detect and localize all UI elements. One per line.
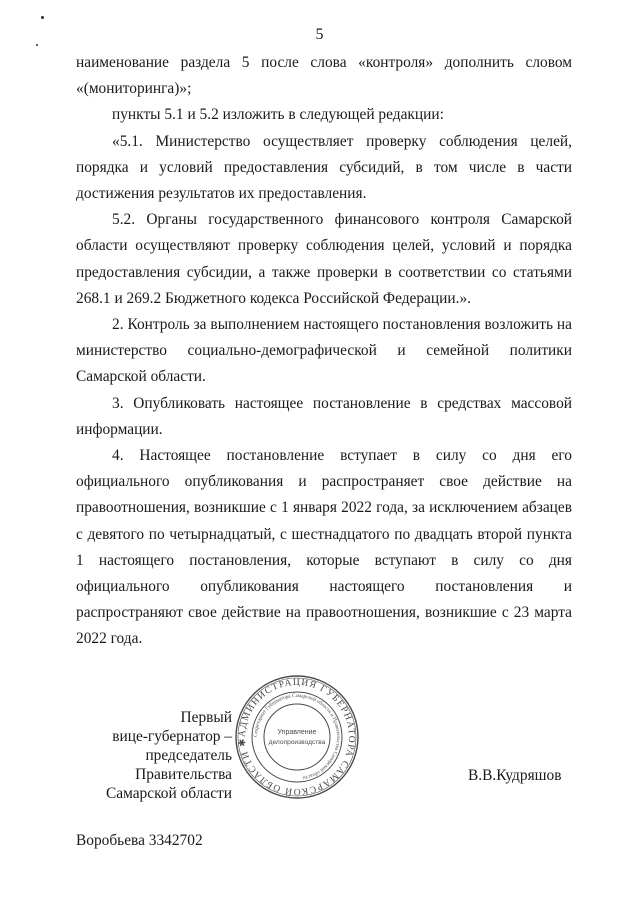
official-seal <box>232 672 362 802</box>
paragraph-effective-date: 4. Настоящее постановление вступает в силу со дня его официального опубликования и распространяет свое действие на правоотношения, возникшие с 1 января 2022 года, за исключением абзацев с девятого по четырнадцатый, с шестнадцатого по двадцать второй пункта 1 настоящего постановления, которые вступают в силу со дня официального опубликования настоящего постановления и распространяют свое действие на правоотношения, возникшие с 23 марта 2022 года. <box>76 447 572 648</box>
paragraph-item-5-1: «5.1. Министерство осуществляет проверку соблюдения целей, порядка и условий предоставления субсидий, в том числе в части достижения результатов их предоставления. <box>76 132 572 203</box>
paragraph-item-5-2: 5.2. Органы государственного финансового контроля Самарской области осуществляют проверку соблюдения целей, условий и порядка предоставления субсидии, а также проверки в соответствии со статьями 268.1 и 269.2 Бюджетного кодекса Российской Федерации.». <box>76 211 572 307</box>
executor-contact: Воробьева 3342702 <box>76 832 203 849</box>
seal-center-line: Управление <box>277 729 317 736</box>
signatory-name: В.В.Кудряшов <box>468 767 562 784</box>
seal-inner-text: Секретариат Губернатора Самарской области и Правительства Самарской области <box>252 692 342 781</box>
page-number: 5 <box>315 26 324 43</box>
paragraph-publish: 3. Опубликовать настоящее постановление в средствах массовой информации. <box>76 394 572 438</box>
seal-outer-text: АДМИНИСТРАЦИЯ ГУБЕРНАТОРА САМАРСКОЙ ОБЛАСТИ ✱ <box>237 677 357 797</box>
signatory-title-line: Первый <box>180 709 232 726</box>
seal-center-line: делопроизводства <box>268 739 326 746</box>
signatory-title-line: председатель Правительства <box>135 747 232 783</box>
signature-block <box>0 677 639 810</box>
signatory-title-line: Самарской области <box>105 785 232 802</box>
paragraph-items-intro: пункты 5.1 и 5.2 изложить в следующей редакции: <box>112 106 444 124</box>
scan-speck <box>36 44 38 46</box>
signatory-title-line: вице-губернатор – <box>112 728 232 745</box>
scan-speck <box>41 16 44 19</box>
paragraph-control: 2. Контроль за выполнением настоящего постановления возложить на министерство социально-демографической и семейной политики Самарской области. <box>76 316 572 386</box>
signatory-title <box>56 708 232 803</box>
paragraph-section-name: наименование раздела 5 после слова «контроля» дополнить словом «(мониторинга)»; <box>76 54 572 98</box>
document-body <box>76 50 572 653</box>
